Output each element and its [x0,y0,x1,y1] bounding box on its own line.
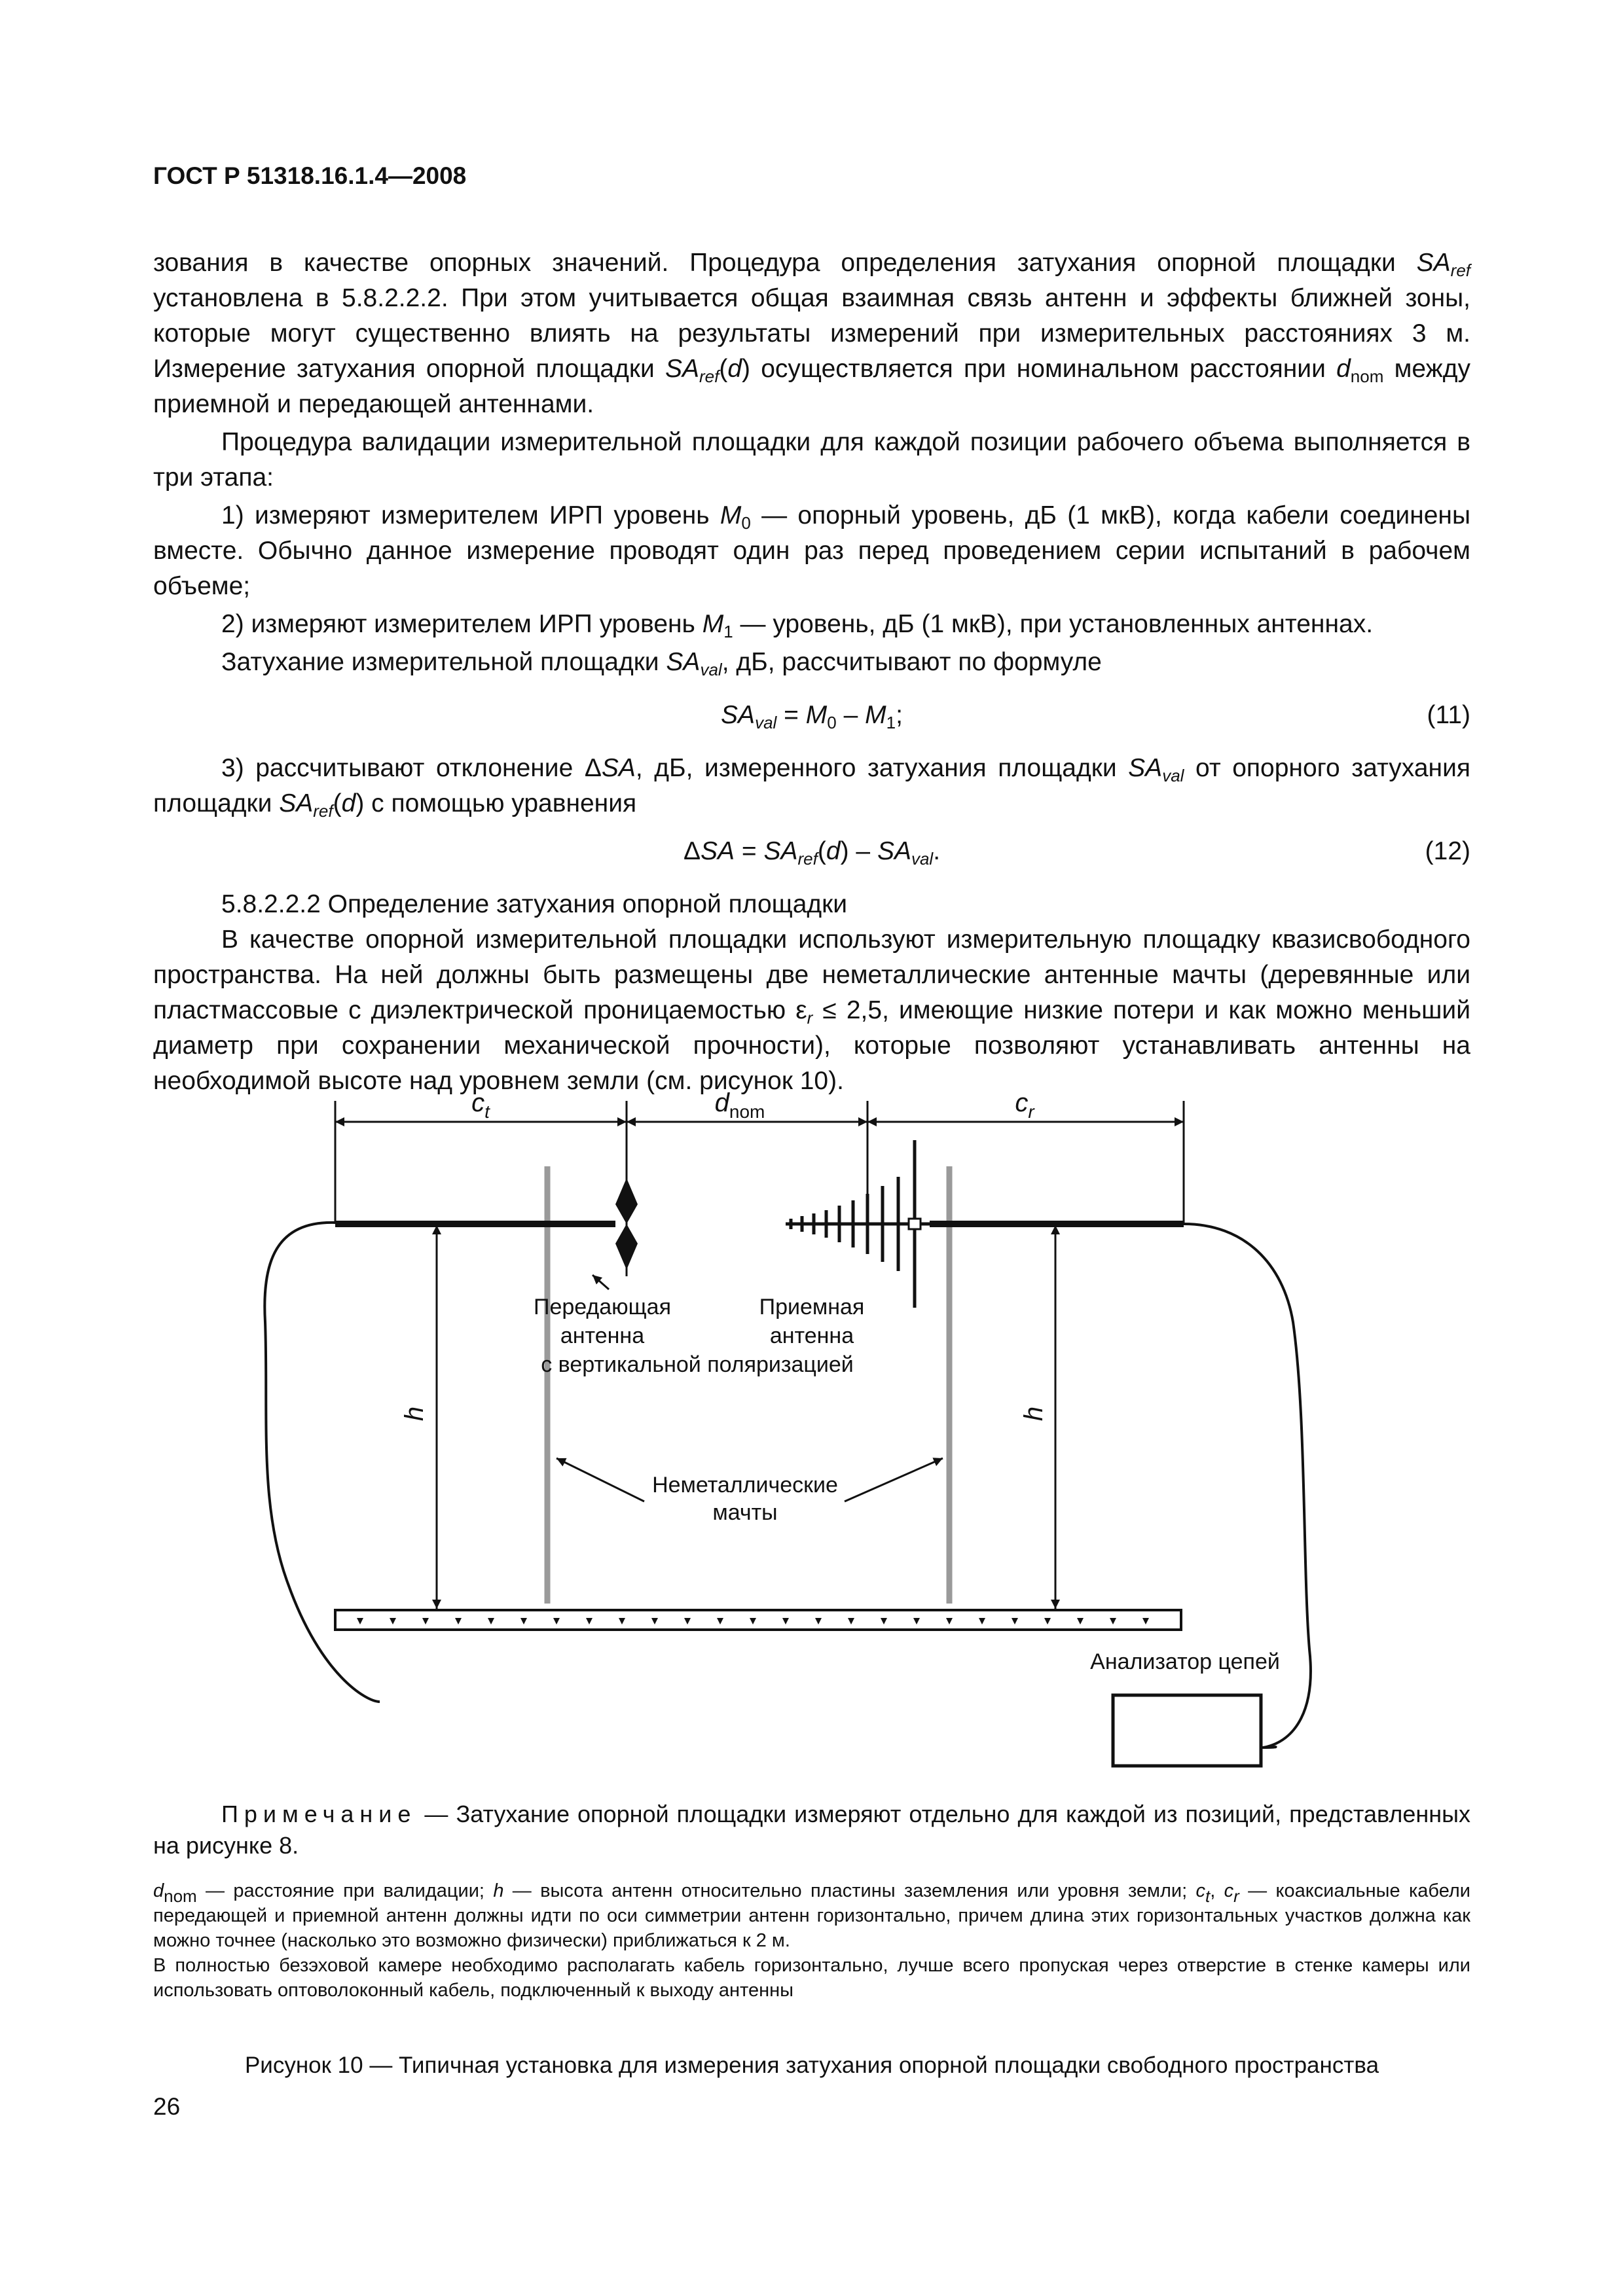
figure-10-diagram [0,1047,1623,1793]
main-text [153,245,1470,1099]
legend-paragraph-1: $d_{nom}$ — расстояние при валидации; h — высота антенн относительно пластины заземления или уровня земли; $c_t$, $c_r$ — коаксиальные кабели передающей и приемной антенн должны идти по оси симметрии антенн горизонтально, причем длина этих горизонтальных участков должна как можно точнее (насколько это возможно физически) приближаться к 2 м. [153,1880,1470,1951]
formula-11: $SA_{val} = M_0 - M_1$; (11) [153,689,1470,742]
polarization-label: с вертикальной поляризацией [541,1352,854,1377]
paragraph-3: Затухание измерительной площадки $SA_{val}$, дБ, рассчитывают по формуле [221,648,1102,679]
height-right-label: h [1019,1406,1048,1422]
masts-label-2: мачты [712,1500,778,1525]
formula-12: $\Delta SA = SA_{ref}(d) - SA_{val}$. (12) [153,825,1470,878]
formula-11-number: (11) [1427,701,1470,729]
step-3: 3) рассчитывают отклонение ΔSA, дБ, измеренного затухания площадки $SA_{val}$ от опорного затухания площадки $SA_{ref}(d)$ с помощью уравнения [153,754,1470,821]
paragraph-1: зования в качестве опорных значений. Процедура определения затухания опорной площадки $SA_{ref}$ установлена в 5.8.2.2.2. При этом учитывается общая взаимная связь антенн и эффекты ближней зоны, которые могут существенно влиять на результаты измерений при измерительных расстояниях 3 м. Измерение затухания опорной площадки $SA_{ref}(d)$ осуществляется при номинальном расстоянии $d_{nom}$ между приемной и передающей антеннами. [153,249,1470,418]
dim-cr-label: $c_r$ [1015,1088,1034,1122]
step-2: 2) измеряют измерителем ИРП уровень $M_1$ — уровень, дБ (1 мкВ), при установленных антеннах. [221,610,1374,641]
dim-ct-label: $c_t$ [471,1088,490,1122]
formula-12-number: (12) [1425,837,1470,865]
network-analyzer-label: Анализатор цепей [1090,1649,1280,1674]
legend-paragraph-2: В полностью безэховой камере необходимо располагать кабель горизонтально, лучше всего пропуская через отверстие в стенке камеры или использовать оптоволоконный кабель, подключенный к выходу антенны [153,1955,1470,2001]
step-1: 1) измеряют измерителем ИРП уровень $M_0$ — опорный уровень, дБ (1 мкВ), когда кабели соединены вместе. Обычно данное измерение проводят один раз перед проведением серии испытаний в рабочем объеме; [153,501,1471,600]
ground-plane [335,1610,1181,1630]
figure-legend [153,1878,1470,2003]
dim-dnom-label: $d_{nom}$ [714,1088,765,1122]
masts-label-1: Неметаллические [652,1473,838,1498]
transmit-antenna [615,1172,638,1276]
transmit-antenna-label-1: Передающая [534,1295,671,1319]
section-heading: 5.8.2.2.2 Определение затухания опорной площадки [221,890,848,918]
receive-antenna-label-2: антенна [769,1323,854,1348]
page-number: 26 [153,2093,181,2120]
paragraph-2: Процедура валидации измерительной площадки для каждой позиции рабочего объема выполняется в три этапа: [153,428,1470,492]
receive-antenna [786,1140,930,1308]
height-left-label: h [400,1406,429,1422]
transmit-antenna-label-2: антенна [560,1323,645,1348]
document-header: ГОСТ Р 51318.16.1.4—2008 [153,162,467,189]
figure-note: Примечание — Затухание опорной площадки измеряют отдельно для каждой из позиций, представленных на рисунке 8. [153,1801,1470,1859]
receive-antenna-label-1: Приемная [759,1295,865,1319]
paragraph-4: В качестве опорной измерительной площадки используют измерительную площадку квазисвободного пространства. На ней должны быть размещены две неметаллические антенные мачты (деревянные или пластмассовые с диэлектрической проницаемостью $\varepsilon_r \le 2,5$, имеющие низкие потери и как можно меньший диаметр при сохранении механической прочности), которые позволяют устанавливать антенны на необходимой высоте над уровнем земли (см. рисунок 10). [153,925,1470,1095]
network-analyzer-box [1113,1695,1261,1766]
figure-caption: Рисунок 10 — Типичная установка для измерения затухания опорной площадки свободного пространства [244,2053,1379,2078]
